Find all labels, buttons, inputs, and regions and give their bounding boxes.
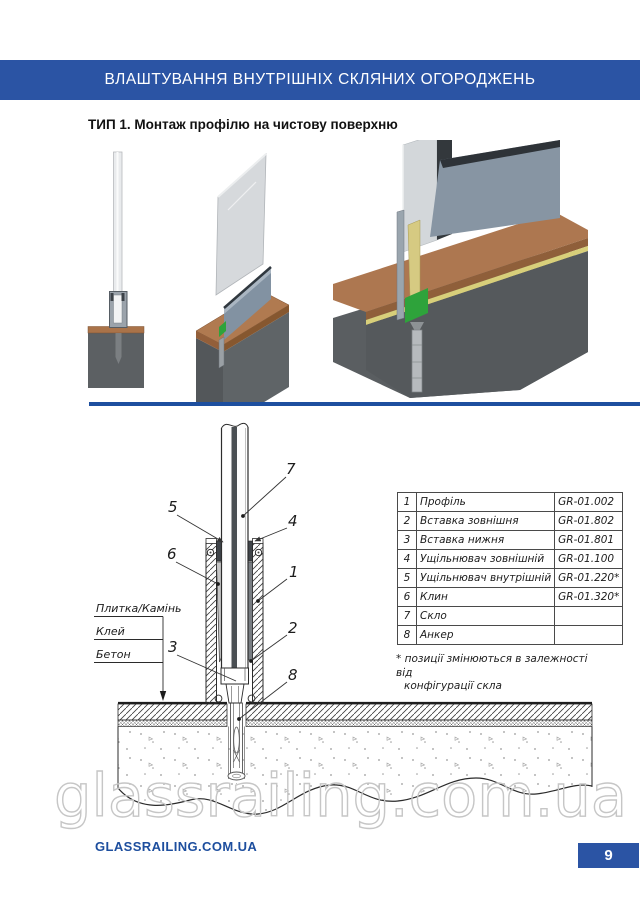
part-code: GR-01.002 — [555, 493, 623, 512]
table-row — [398, 569, 623, 588]
part-num: 8 — [398, 626, 417, 645]
footer-site-label: GLASSRAILING.COM.UA — [95, 839, 258, 854]
header-bar — [0, 60, 640, 100]
callout-3: 3 — [168, 638, 178, 656]
part-num: 7 — [398, 607, 417, 626]
part-num: 6 — [398, 588, 417, 607]
table-row — [398, 531, 623, 550]
part-num: 1 — [398, 493, 417, 512]
part-code — [555, 626, 623, 645]
render-front-view — [88, 152, 144, 388]
part-code: GR-01.801 — [555, 531, 623, 550]
page-number: 9 — [604, 847, 613, 864]
table-row — [398, 607, 623, 626]
part-code: GR-01.220* — [555, 569, 623, 588]
callout-8: 8 — [288, 666, 298, 684]
callout-2: 2 — [288, 619, 298, 637]
render-iso-view — [196, 154, 289, 402]
callout-4: 4 — [288, 512, 298, 530]
table-row — [398, 550, 623, 569]
renders-illustration — [0, 140, 640, 402]
part-num: 3 — [398, 531, 417, 550]
part-name: Ущільнювач зовнішній — [417, 550, 555, 569]
footnote-line-2: конфігурації скла — [404, 680, 502, 692]
callout-1: 1 — [289, 563, 299, 581]
header-title: ВЛАШТУВАННЯ ВНУТРІШНІХ СКЛЯНИХ ОГОРОДЖЕНЬ — [104, 71, 536, 88]
page-number-badge — [578, 843, 639, 868]
part-num: 4 — [398, 550, 417, 569]
part-name: Ущільнювач внутрішній — [417, 569, 555, 588]
table-row — [398, 588, 623, 607]
section-divider — [89, 402, 640, 406]
layer-label-tile: Плитка/Камінь — [96, 602, 182, 615]
part-num: 5 — [398, 569, 417, 588]
part-code: GR-01.320* — [555, 588, 623, 607]
watermark: glassrailing.com.ua — [54, 761, 627, 830]
render-detail-view — [333, 140, 588, 398]
table-row — [398, 626, 623, 645]
part-name: Вставка зовнішня — [417, 512, 555, 531]
part-name: Клин — [417, 588, 555, 607]
table-row — [398, 512, 623, 531]
profile-base — [215, 684, 255, 703]
layer-label-concrete: Бетон — [96, 648, 131, 661]
floor-section — [118, 703, 592, 814]
part-name: Вставка нижня — [417, 531, 555, 550]
part-num: 2 — [398, 512, 417, 531]
table-footnote — [396, 653, 606, 694]
part-code: GR-01.100 — [555, 550, 623, 569]
part-code: GR-01.802 — [555, 512, 623, 531]
glass-panel — [222, 423, 249, 668]
part-name: Скло — [417, 607, 555, 626]
footnote-line-1: * позиції змінюються в залежності від — [396, 653, 588, 679]
parts-table — [397, 492, 623, 645]
part-code — [555, 607, 623, 626]
layer-label-glue: Клей — [96, 625, 125, 638]
callout-5: 5 — [168, 498, 178, 516]
table-row — [398, 493, 623, 512]
part-name: Анкер — [417, 626, 555, 645]
callout-7: 7 — [286, 460, 296, 478]
section-title: ТИП 1. Монтаж профілю на чистову поверхню — [88, 117, 398, 132]
part-name: Профіль — [417, 493, 555, 512]
callout-6: 6 — [167, 545, 177, 563]
